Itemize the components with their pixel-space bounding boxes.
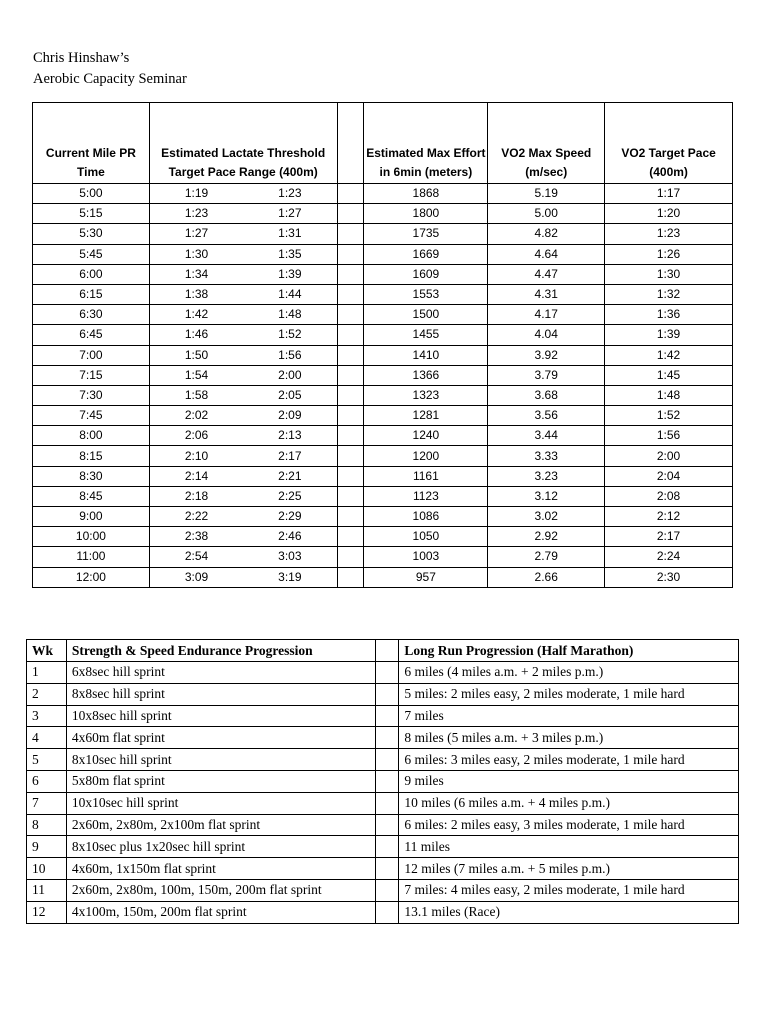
vo2-pace-cell: 1:20 [605, 204, 733, 224]
strength-cell: 2x60m, 2x80m, 2x100m flat sprint [66, 814, 375, 836]
mile-pr-cell: 5:45 [33, 244, 150, 264]
spacer-cell [337, 184, 364, 204]
mile-pr-cell: 6:45 [33, 325, 150, 345]
lactate-high-cell: 2:17 [243, 446, 337, 466]
week-cell: 11 [27, 879, 67, 901]
spacer-cell [337, 305, 364, 325]
strength-cell: 5x80m flat sprint [66, 770, 375, 792]
mile-pr-cell: 8:00 [33, 426, 150, 446]
spacer-cell [337, 264, 364, 284]
vo2-speed-cell: 3.68 [488, 385, 605, 405]
week-cell: 1 [27, 662, 67, 684]
lactate-high-cell: 1:56 [243, 345, 337, 365]
mile-pr-cell: 8:15 [33, 446, 150, 466]
lactate-low-cell: 1:38 [149, 284, 243, 304]
spacer-cell [375, 727, 399, 749]
vo2-speed-cell: 4.47 [488, 264, 605, 284]
strength-cell: 8x8sec hill sprint [66, 683, 375, 705]
table-row [27, 792, 739, 814]
strength-cell: 4x100m, 150m, 200m flat sprint [66, 901, 375, 923]
lactate-low-cell: 2:02 [149, 406, 243, 426]
lactate-low-cell: 2:18 [149, 486, 243, 506]
vo2-pace-cell: 1:39 [605, 325, 733, 345]
max-effort-cell: 1800 [364, 204, 488, 224]
spacer-cell [337, 446, 364, 466]
week-cell: 10 [27, 858, 67, 880]
table-row [33, 224, 733, 244]
strength-cell: 4x60m flat sprint [66, 727, 375, 749]
lactate-high-cell: 2:05 [243, 385, 337, 405]
week-cell: 3 [27, 705, 67, 727]
long-run-cell: 6 miles: 3 miles easy, 2 miles moderate, 1 mile hard [399, 749, 739, 771]
table-row [33, 264, 733, 284]
strength-cell: 8x10sec plus 1x20sec hill sprint [66, 836, 375, 858]
long-run-cell: 6 miles (4 miles a.m. + 2 miles p.m.) [399, 662, 739, 684]
spacer-cell [337, 507, 364, 527]
lactate-low-cell: 1:50 [149, 345, 243, 365]
strength-header: Strength & Speed Endurance Progression [66, 640, 375, 662]
vo2-pace-cell: 1:52 [605, 406, 733, 426]
max-effort-cell: 1735 [364, 224, 488, 244]
week-cell: 6 [27, 770, 67, 792]
spacer-cell [375, 901, 399, 923]
table-row [33, 527, 733, 547]
long-run-cell: 7 miles [399, 705, 739, 727]
lactate-high-cell: 2:09 [243, 406, 337, 426]
mile-pr-header: Current Mile PR Time [33, 103, 150, 184]
spacer-cell [375, 879, 399, 901]
spacer-cell [337, 244, 364, 264]
table-row [27, 727, 739, 749]
lactate-low-cell: 1:19 [149, 184, 243, 204]
long-run-cell: 6 miles: 2 miles easy, 3 miles moderate, 1 mile hard [399, 814, 739, 836]
lactate-high-cell: 2:00 [243, 365, 337, 385]
spacer-cell [337, 365, 364, 385]
table-row [33, 547, 733, 567]
table-row [33, 305, 733, 325]
long-run-cell: 7 miles: 4 miles easy, 2 miles moderate, 1 mile hard [399, 879, 739, 901]
strength-cell: 8x10sec hill sprint [66, 749, 375, 771]
lactate-high-cell: 1:39 [243, 264, 337, 284]
spacer-cell [375, 662, 399, 684]
lactate-high-cell: 3:03 [243, 547, 337, 567]
lactate-low-cell: 1:54 [149, 365, 243, 385]
spacer-cell [337, 406, 364, 426]
spacer-cell [375, 836, 399, 858]
max-effort-cell: 1200 [364, 446, 488, 466]
vo2-speed-cell: 4.17 [488, 305, 605, 325]
mile-pr-cell: 8:45 [33, 486, 150, 506]
table-row [27, 814, 739, 836]
max-effort-cell: 1868 [364, 184, 488, 204]
mile-pr-cell: 6:00 [33, 264, 150, 284]
vo2-pace-cell: 1:48 [605, 385, 733, 405]
table-row [27, 858, 739, 880]
week-cell: 8 [27, 814, 67, 836]
strength-cell: 6x8sec hill sprint [66, 662, 375, 684]
week-cell: 7 [27, 792, 67, 814]
table-row [27, 770, 739, 792]
table-row [27, 836, 739, 858]
week-cell: 2 [27, 683, 67, 705]
vo2-speed-cell: 3.56 [488, 406, 605, 426]
progression-table-body [27, 662, 739, 924]
lactate-high-cell: 1:31 [243, 224, 337, 244]
lactate-threshold-header: Estimated Lactate Threshold Target Pace Range (400m) [149, 103, 337, 184]
lactate-low-cell: 2:54 [149, 547, 243, 567]
lactate-high-cell: 1:35 [243, 244, 337, 264]
vo2-pace-cell: 2:30 [605, 567, 733, 587]
spacer-cell [375, 770, 399, 792]
max-effort-cell: 957 [364, 567, 488, 587]
lactate-low-cell: 2:14 [149, 466, 243, 486]
spacer-cell [337, 325, 364, 345]
author-line: Chris Hinshaw’s [33, 50, 130, 66]
strength-cell: 4x60m, 1x150m flat sprint [66, 858, 375, 880]
lactate-high-cell: 2:25 [243, 486, 337, 506]
progression-table-header-row [27, 640, 739, 662]
lactate-low-cell: 2:38 [149, 527, 243, 547]
vo2-speed-cell: 2.79 [488, 547, 605, 567]
max-effort-cell: 1455 [364, 325, 488, 345]
strength-cell: 2x60m, 2x80m, 100m, 150m, 200m flat sprint [66, 879, 375, 901]
vo2-speed-cell: 3.79 [488, 365, 605, 385]
mile-pr-cell: 5:00 [33, 184, 150, 204]
long-run-cell: 5 miles: 2 miles easy, 2 miles moderate, 1 mile hard [399, 683, 739, 705]
document-header [33, 48, 187, 90]
mile-pr-cell: 10:00 [33, 527, 150, 547]
spacer-cell [375, 792, 399, 814]
table-row [33, 446, 733, 466]
max-effort-cell: 1669 [364, 244, 488, 264]
table-row [33, 507, 733, 527]
mile-pr-cell: 7:30 [33, 385, 150, 405]
vo2-pace-cell: 1:56 [605, 426, 733, 446]
max-effort-cell: 1281 [364, 406, 488, 426]
vo2-pace-cell: 2:08 [605, 486, 733, 506]
max-effort-cell: 1240 [364, 426, 488, 446]
spacer-cell [337, 426, 364, 446]
week-cell: 12 [27, 901, 67, 923]
week-cell: 9 [27, 836, 67, 858]
table-row [33, 365, 733, 385]
long-run-cell: 13.1 miles (Race) [399, 901, 739, 923]
mile-pr-cell: 5:30 [33, 224, 150, 244]
table-row [27, 705, 739, 727]
vo2-speed-cell: 4.64 [488, 244, 605, 264]
table-row [33, 345, 733, 365]
vo2-max-speed-header: VO2 Max Speed (m/sec) [488, 103, 605, 184]
max-effort-cell: 1161 [364, 466, 488, 486]
lactate-high-cell: 2:21 [243, 466, 337, 486]
spacer-cell [337, 224, 364, 244]
week-cell: 4 [27, 727, 67, 749]
max-effort-cell: 1500 [364, 305, 488, 325]
spacer-cell [375, 858, 399, 880]
vo2-speed-cell: 5.00 [488, 204, 605, 224]
strength-cell: 10x8sec hill sprint [66, 705, 375, 727]
long-run-cell: 11 miles [399, 836, 739, 858]
table-row [27, 901, 739, 923]
vo2-speed-cell: 4.82 [488, 224, 605, 244]
spacer-cell [337, 527, 364, 547]
table-row [33, 567, 733, 587]
vo2-pace-cell: 2:00 [605, 446, 733, 466]
mile-pr-cell: 9:00 [33, 507, 150, 527]
max-effort-cell: 1410 [364, 345, 488, 365]
vo2-pace-cell: 1:17 [605, 184, 733, 204]
spacer-cell [337, 567, 364, 587]
lactate-low-cell: 1:23 [149, 204, 243, 224]
vo2-speed-cell: 3.12 [488, 486, 605, 506]
lactate-high-cell: 1:23 [243, 184, 337, 204]
spacer-cell [375, 814, 399, 836]
lactate-high-cell: 1:44 [243, 284, 337, 304]
lactate-low-cell: 1:27 [149, 224, 243, 244]
week-cell: 5 [27, 749, 67, 771]
vo2-speed-cell: 2.92 [488, 527, 605, 547]
seminar-title: Aerobic Capacity Seminar [33, 71, 187, 87]
max-effort-cell: 1553 [364, 284, 488, 304]
lactate-high-cell: 2:46 [243, 527, 337, 547]
table-row [33, 466, 733, 486]
max-effort-cell: 1366 [364, 365, 488, 385]
pace-table-header-row [33, 103, 733, 184]
mile-pr-cell: 5:15 [33, 204, 150, 224]
mile-pr-cell: 7:15 [33, 365, 150, 385]
max-effort-cell: 1086 [364, 507, 488, 527]
table-row [33, 406, 733, 426]
week-header: Wk [27, 640, 67, 662]
spacer-cell [337, 547, 364, 567]
strength-cell: 10x10sec hill sprint [66, 792, 375, 814]
lactate-low-cell: 2:22 [149, 507, 243, 527]
table-row [33, 325, 733, 345]
spacer-cell [337, 466, 364, 486]
table-row [33, 204, 733, 224]
max-effort-cell: 1050 [364, 527, 488, 547]
vo2-speed-cell: 5.19 [488, 184, 605, 204]
lactate-low-cell: 1:42 [149, 305, 243, 325]
vo2-speed-cell: 3.33 [488, 446, 605, 466]
lactate-low-cell: 1:30 [149, 244, 243, 264]
vo2-pace-cell: 2:17 [605, 527, 733, 547]
mile-pr-cell: 12:00 [33, 567, 150, 587]
vo2-pace-cell: 1:42 [605, 345, 733, 365]
mile-pr-cell: 7:45 [33, 406, 150, 426]
vo2-pace-cell: 1:36 [605, 305, 733, 325]
table-row [33, 426, 733, 446]
vo2-speed-cell: 4.31 [488, 284, 605, 304]
lactate-high-cell: 1:27 [243, 204, 337, 224]
lactate-high-cell: 1:48 [243, 305, 337, 325]
lactate-low-cell: 1:46 [149, 325, 243, 345]
long-run-cell: 10 miles (6 miles a.m. + 4 miles p.m.) [399, 792, 739, 814]
pace-table [32, 102, 733, 588]
spacer-cell [337, 486, 364, 506]
table-row [27, 749, 739, 771]
vo2-speed-cell: 2.66 [488, 567, 605, 587]
table-row [33, 284, 733, 304]
long-run-cell: 9 miles [399, 770, 739, 792]
vo2-pace-cell: 2:04 [605, 466, 733, 486]
vo2-speed-cell: 3.02 [488, 507, 605, 527]
mile-pr-cell: 7:00 [33, 345, 150, 365]
spacer-column [337, 103, 364, 184]
vo2-speed-cell: 3.92 [488, 345, 605, 365]
lactate-high-cell: 3:19 [243, 567, 337, 587]
max-effort-header: Estimated Max Effort in 6min (meters) [364, 103, 488, 184]
lactate-low-cell: 2:06 [149, 426, 243, 446]
lactate-high-cell: 1:52 [243, 325, 337, 345]
lactate-high-cell: 2:29 [243, 507, 337, 527]
vo2-pace-cell: 1:45 [605, 365, 733, 385]
spacer-cell [337, 204, 364, 224]
mile-pr-cell: 6:30 [33, 305, 150, 325]
spacer-cell [337, 284, 364, 304]
pace-table-body [33, 184, 733, 588]
spacer-cell [375, 705, 399, 727]
table-row [33, 244, 733, 264]
spacer-cell [375, 749, 399, 771]
mile-pr-cell: 8:30 [33, 466, 150, 486]
vo2-pace-cell: 2:24 [605, 547, 733, 567]
max-effort-cell: 1323 [364, 385, 488, 405]
vo2-pace-cell: 1:23 [605, 224, 733, 244]
lactate-high-cell: 2:13 [243, 426, 337, 446]
vo2-pace-cell: 2:12 [605, 507, 733, 527]
lactate-low-cell: 3:09 [149, 567, 243, 587]
spacer-cell [337, 345, 364, 365]
max-effort-cell: 1609 [364, 264, 488, 284]
max-effort-cell: 1003 [364, 547, 488, 567]
spacer-column [375, 640, 399, 662]
long-run-cell: 12 miles (7 miles a.m. + 5 miles p.m.) [399, 858, 739, 880]
lactate-low-cell: 1:58 [149, 385, 243, 405]
vo2-speed-cell: 3.44 [488, 426, 605, 446]
vo2-speed-cell: 3.23 [488, 466, 605, 486]
max-effort-cell: 1123 [364, 486, 488, 506]
table-row [27, 683, 739, 705]
vo2-speed-cell: 4.04 [488, 325, 605, 345]
vo2-pace-cell: 1:32 [605, 284, 733, 304]
mile-pr-cell: 6:15 [33, 284, 150, 304]
mile-pr-cell: 11:00 [33, 547, 150, 567]
table-row [33, 385, 733, 405]
table-row [33, 486, 733, 506]
lactate-low-cell: 1:34 [149, 264, 243, 284]
vo2-pace-cell: 1:26 [605, 244, 733, 264]
long-run-cell: 8 miles (5 miles a.m. + 3 miles p.m.) [399, 727, 739, 749]
progression-table [26, 639, 739, 924]
spacer-cell [375, 683, 399, 705]
spacer-cell [337, 385, 364, 405]
vo2-pace-cell: 1:30 [605, 264, 733, 284]
lactate-low-cell: 2:10 [149, 446, 243, 466]
table-row [27, 879, 739, 901]
table-row [33, 184, 733, 204]
table-row [27, 662, 739, 684]
vo2-target-pace-header: VO2 Target Pace (400m) [605, 103, 733, 184]
long-run-header: Long Run Progression (Half Marathon) [399, 640, 739, 662]
